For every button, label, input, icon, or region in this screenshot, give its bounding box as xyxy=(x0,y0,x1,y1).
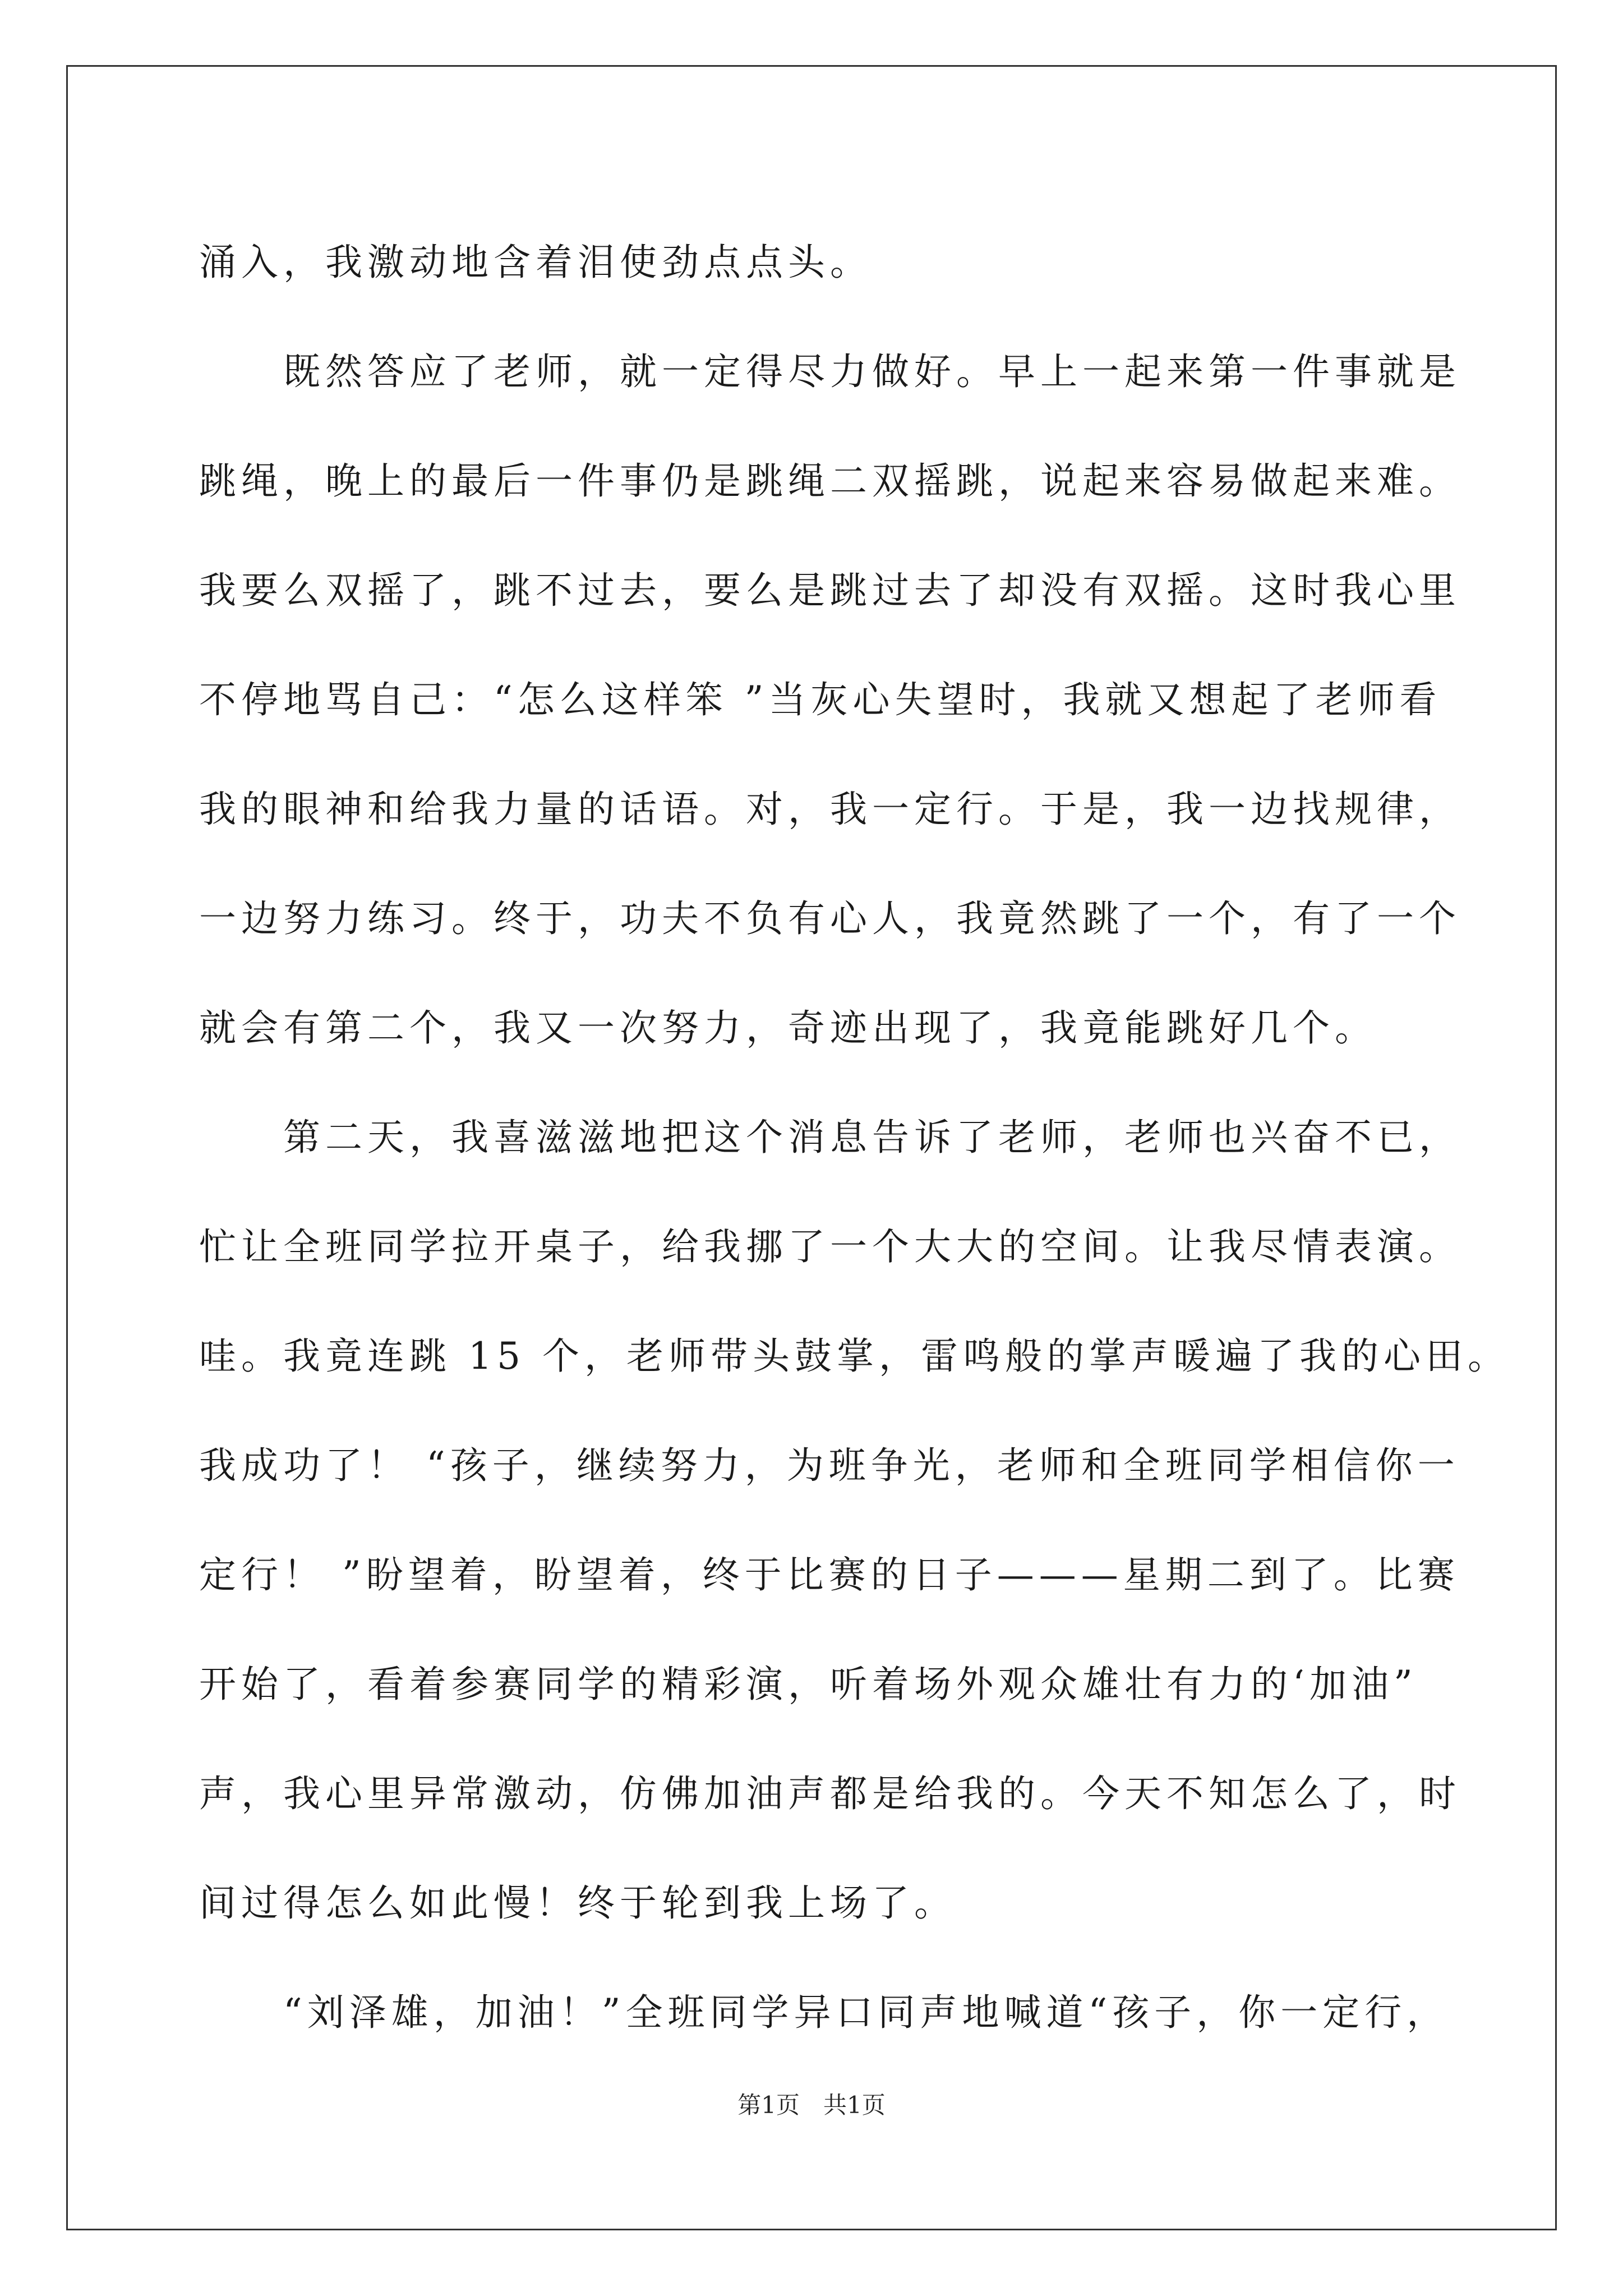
text-line: 间过得怎么如此慢！终于轮到我上场了。 xyxy=(199,1881,956,1925)
text-line: 既然答应了老师，就一定得尽力做好。早上一起来第一件事就是 xyxy=(283,350,1461,393)
text-line: 第二天，我喜滋滋地把这个消息告诉了老师，老师也兴奋不已， xyxy=(283,1116,1461,1159)
text-line: 忙让全班同学拉开桌子，给我挪了一个大大的空间。让我尽情表演。 xyxy=(199,1225,1461,1268)
text-line: “刘泽雄，加油！”全班同学异口同声地喊道“孩子，你一定行， xyxy=(283,1991,1449,2034)
text-line: 开始了，看着参赛同学的精彩演，听着场外观众雄壮有力的‘加油” xyxy=(199,1663,1418,1706)
text-line: 涌入，我激动地含着泪使劲点点头。 xyxy=(199,241,872,284)
text-line: 一边努力练习。终于，功夫不负有心人，我竟然跳了一个，有了一个 xyxy=(199,897,1461,940)
text-line: 我的眼神和给我力量的话语。对，我一定行。于是，我一边找规律， xyxy=(199,788,1461,831)
text-line: 跳绳，晚上的最后一件事仍是跳绳二双摇跳，说起来容易做起来难。 xyxy=(199,459,1461,503)
text-line: 哇。我竟连跳 15 个，老师带头鼓掌，雷鸣般的掌声暖遍了我的心田。 xyxy=(199,1335,1510,1378)
text-line: 就会有第二个，我又一次努力，奇迹出现了，我竟能跳好几个。 xyxy=(199,1006,1377,1050)
document-body xyxy=(199,208,1510,2067)
text-line: 我成功了！ “孩子，继续努力，为班争光，老师和全班同学相信你一 xyxy=(199,1444,1460,1487)
page-footer: 第1页 共1页 xyxy=(737,2091,886,2119)
text-line: 定行！ ”盼望着，盼望着，终于比赛的日子———星期二到了。比赛 xyxy=(199,1553,1460,1596)
text-line: 我要么双摇了，跳不过去，要么是跳过去了却没有双摇。这时我心里 xyxy=(199,569,1461,612)
text-line: 不停地骂自己：“怎么这样笨 ”当灰心失望时，我就又想起了老师看 xyxy=(199,678,1442,721)
text-line: 声，我心里异常激动，仿佛加油声都是给我的。今天不知怎么了，时 xyxy=(199,1772,1461,1815)
